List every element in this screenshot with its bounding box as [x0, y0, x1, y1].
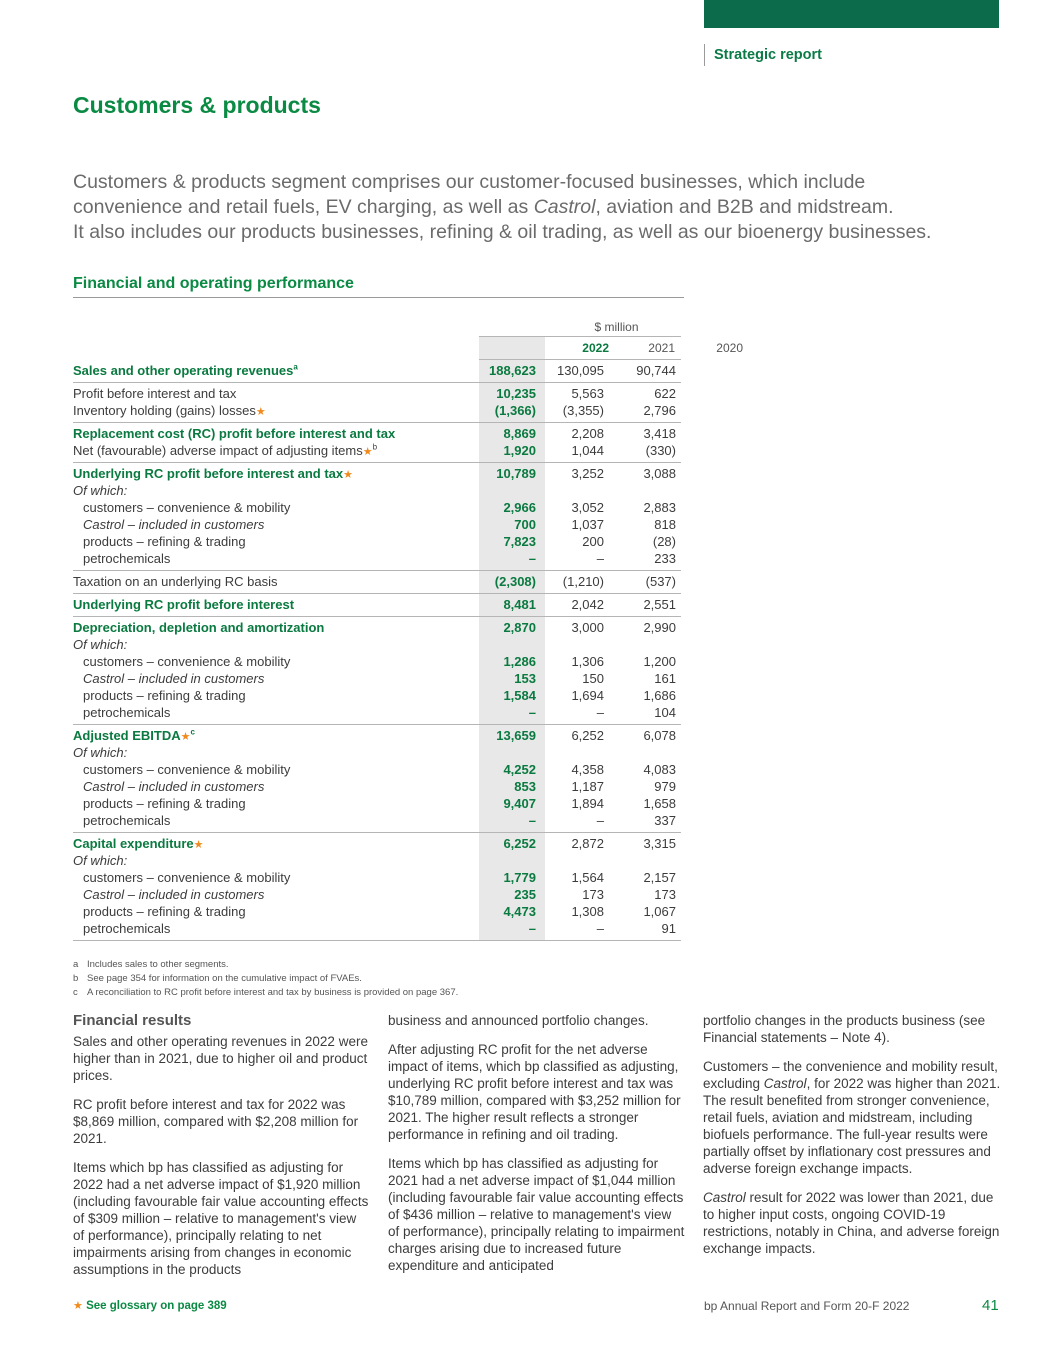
table-row [73, 886, 681, 903]
cell-2022: 10,235 [496, 386, 536, 401]
cell-2022: 1,286 [503, 654, 536, 669]
cell-2022: 700 [514, 517, 536, 532]
cell-2022: 235 [514, 887, 536, 902]
section-label: Strategic report [704, 44, 822, 66]
row-group [73, 383, 681, 423]
table-heading: Financial and operating performance [73, 275, 684, 298]
cell-2022: – [528, 813, 536, 828]
table-row [73, 425, 681, 442]
table-row [73, 812, 681, 829]
cell-2021: 2,872 [571, 836, 604, 851]
row-label: Of which: [73, 637, 128, 652]
cell-2020: 979 [654, 779, 676, 794]
table-row [73, 596, 681, 613]
table-row [73, 670, 681, 687]
table-row [73, 835, 681, 852]
footnote [73, 958, 458, 972]
text-column-3 [703, 1012, 1003, 1269]
row-label: Castrol – included in customers [83, 779, 265, 794]
intro-text: convenience and retail fuels, EV charging, as well as [73, 196, 534, 218]
table-row [73, 533, 681, 550]
row-group [73, 360, 681, 383]
row-label: Depreciation, depletion and amortization [73, 620, 325, 635]
table-row [73, 869, 681, 886]
cell-2021: 2,042 [571, 597, 604, 612]
footnote-text: A reconciliation to RC profit before interest and tax by business is provided on page 367. [87, 987, 459, 998]
cell-2021: 1,306 [571, 654, 604, 669]
cell-2021: – [596, 705, 604, 720]
row-label: petrochemicals [83, 813, 171, 828]
cell-2022: 9,407 [503, 796, 536, 811]
footnotes [73, 958, 458, 1000]
glossary-star-icon: ★ [73, 1300, 83, 1312]
row-label: customers – convenience & mobility [83, 762, 291, 777]
cell-2022: 153 [514, 671, 536, 686]
cell-2021: 173 [582, 887, 604, 902]
header-accent-bar [704, 0, 999, 28]
cell-2020: 4,083 [643, 762, 676, 777]
table-row [73, 761, 681, 778]
row-label: Castrol – included in customers [83, 671, 265, 686]
paragraph: Items which bp has classified as adjusting for 2022 had a net adverse impact of $1,920 million (including favourable fair value accounting effects of $309 million – relative to management's view of performance), principally relating to net impairments arising from changes in economic assumptions in the products [73, 1160, 369, 1277]
row-label: Net (favourable) adverse impact of adjusting items [73, 443, 363, 458]
cell-2020: 2,551 [643, 597, 676, 612]
cell-2022: 1,779 [503, 870, 536, 885]
table-row [73, 778, 681, 795]
cell-2021: 200 [582, 534, 604, 549]
paragraph [703, 1058, 1003, 1177]
table-row [73, 687, 681, 704]
table-row [73, 550, 681, 567]
cell-2022: 8,481 [503, 597, 536, 612]
intro-line-1: Customers & products segment comprises our customer-focused businesses, which include [73, 171, 866, 193]
row-label: Underlying RC profit before interest and tax [73, 466, 344, 481]
cell-2020: 3,315 [643, 836, 676, 851]
row-label: customers – convenience & mobility [83, 870, 291, 885]
brand-name: Castrol [703, 1190, 746, 1205]
row-label: products – refining & trading [83, 688, 246, 703]
cell-2021: 3,252 [571, 466, 604, 481]
row-label: petrochemicals [83, 551, 171, 566]
cell-2020: 1,200 [643, 654, 676, 669]
table-row [73, 653, 681, 670]
table-row [73, 795, 681, 812]
row-label: petrochemicals [83, 921, 171, 936]
row-group [73, 463, 681, 571]
glossary-star-icon: ★ [255, 406, 266, 418]
cell-2022: 8,869 [503, 426, 536, 441]
table-row [73, 385, 681, 402]
row-group [73, 594, 681, 617]
table-row [73, 704, 681, 721]
cell-2020: (28) [652, 534, 676, 549]
cell-2021: 1,308 [571, 904, 604, 919]
row-group [73, 833, 681, 941]
row-label: products – refining & trading [83, 904, 246, 919]
paragraph [703, 1189, 1003, 1257]
cell-2020: 233 [654, 551, 676, 566]
report-title: bp Annual Report and Form 20-F 2022 [704, 1299, 910, 1313]
cell-2020: (330) [645, 443, 676, 458]
glossary-link[interactable] [73, 1299, 227, 1312]
row-group [73, 725, 681, 833]
cell-2022: 13,659 [496, 728, 536, 743]
row-label: Inventory holding (gains) losses [73, 403, 256, 418]
cell-2022: 188,623 [489, 363, 536, 378]
paragraph-text: , for 2022 was higher than 2021. The result benefited from stronger convenience, retail fuels, aviation and midstream, including biofuels performance. The full-year results were partially offset by inflationary cost pressures and adverse foreign exchange impacts. [703, 1076, 1001, 1176]
cell-2020: 90,744 [636, 363, 676, 378]
footnote-ref: a [293, 362, 298, 372]
cell-2022: 10,789 [496, 466, 536, 481]
paragraph: business and announced portfolio changes. [388, 1013, 649, 1028]
row-label: products – refining & trading [83, 796, 246, 811]
cell-2022: 853 [514, 779, 536, 794]
table-row [73, 516, 681, 533]
intro-paragraph [73, 170, 1013, 245]
cell-2021: 4,358 [571, 762, 604, 777]
row-label: Adjusted EBITDA [73, 728, 181, 743]
cell-2022: 4,473 [503, 904, 536, 919]
glossary-star-icon: ★ [362, 446, 373, 458]
cell-2020: 173 [654, 887, 676, 902]
cell-2021: – [596, 921, 604, 936]
table-row [73, 482, 681, 499]
row-label: Replacement cost (RC) profit before interest and tax [73, 426, 396, 441]
text-column-1 [73, 1012, 371, 1290]
brand-name: Castrol [763, 1076, 807, 1091]
cell-2021: 1,694 [571, 688, 604, 703]
row-label: Of which: [73, 745, 128, 760]
financial-table [73, 315, 743, 941]
cell-2020: 3,418 [643, 426, 676, 441]
row-group [73, 423, 681, 463]
footnote-key: b [73, 973, 79, 984]
cell-2020: 337 [654, 813, 676, 828]
cell-2022: 1,920 [503, 443, 536, 458]
row-label: Of which: [73, 483, 128, 498]
cell-2022: 4,252 [503, 762, 536, 777]
year-header: 2020 [716, 341, 743, 355]
row-label: Underlying RC profit before interest [73, 597, 295, 612]
cell-2021: – [596, 813, 604, 828]
cell-2022: 7,823 [503, 534, 536, 549]
cell-2020: 1,658 [643, 796, 676, 811]
table-row [73, 852, 681, 869]
cell-2021: 2,208 [571, 426, 604, 441]
cell-2021: 3,052 [571, 500, 604, 515]
paragraph: Items which bp has classified as adjusting for 2021 had a net adverse impact of $1,044 million (including favourable fair value accounting effects of $436 million – relative to management's view of performance), principally relating to impairment charges arising due to increased future expenditure and anticipated [388, 1156, 685, 1273]
cell-2021: 1,894 [571, 796, 604, 811]
table-row [73, 499, 681, 516]
page-number: 41 [982, 1297, 999, 1314]
row-label: Castrol – included in customers [83, 887, 265, 902]
cell-2021: 130,095 [557, 363, 604, 378]
year-header: 2021 [648, 341, 675, 355]
cell-2021: – [596, 551, 604, 566]
cell-2022: – [528, 705, 536, 720]
row-label: Sales and other operating revenues [73, 363, 294, 378]
glossary-star-icon: ★ [193, 839, 204, 851]
unit-row [73, 315, 681, 336]
cell-2021: 1,187 [571, 779, 604, 794]
footnote-ref: b [372, 442, 378, 452]
cell-2021: 6,252 [571, 728, 604, 743]
intro-text: , aviation and B2B and midstream. [595, 196, 894, 218]
cell-2020: 2,157 [643, 870, 676, 885]
cell-2020: 622 [654, 386, 676, 401]
cell-2022: (1,366) [494, 403, 536, 418]
cell-2020: 91 [661, 921, 676, 936]
glossary-star-icon: ★ [180, 731, 191, 743]
cell-2020: 1,686 [643, 688, 676, 703]
table-row [73, 727, 681, 744]
unit-label: $ million [594, 320, 639, 334]
cell-2021: 5,563 [571, 386, 604, 401]
text-column-2 [388, 1012, 686, 1286]
footnote-ref: c [190, 727, 195, 737]
table-row [73, 442, 681, 459]
footnote-key: a [73, 959, 79, 970]
cell-2020: 6,078 [643, 728, 676, 743]
page-title: Customers & products [73, 92, 321, 118]
cell-2021: 3,000 [571, 620, 604, 635]
cell-2021: 1,564 [571, 870, 604, 885]
cell-2021: 1,037 [571, 517, 604, 532]
paragraph-text: result for 2022 was lower than 2021, due to higher input costs, ongoing COVID-19 restrictions, notably in China, and adverse foreign exchange impacts. [703, 1190, 1000, 1256]
cell-2022: (2,308) [494, 574, 536, 589]
glossary-text: See glossary on page 389 [86, 1300, 227, 1312]
cell-2022: 1,584 [503, 688, 536, 703]
cell-2020: 818 [654, 517, 676, 532]
row-group [73, 571, 681, 594]
cell-2020: 1,067 [643, 904, 676, 919]
paragraph: RC profit before interest and tax for 2022 was $8,869 million, compared with $2,208 million for 2021. [73, 1097, 359, 1146]
cell-2020: 2,796 [643, 403, 676, 418]
table-row [73, 903, 681, 920]
financial-results-heading: Financial results [73, 1012, 192, 1029]
footnote [73, 972, 458, 986]
year-header: 2022 [582, 341, 609, 355]
paragraph: Sales and other operating revenues in 2022 were higher than in 2021, due to higher oil and product prices. [73, 1034, 368, 1083]
row-label: Of which: [73, 853, 128, 868]
table-row [73, 362, 681, 379]
cell-2022: – [528, 551, 536, 566]
cell-2021: 150 [582, 671, 604, 686]
footnote-text: See page 354 for information on the cumulative impact of FVAEs. [87, 973, 362, 984]
intro-line-2 [73, 195, 1013, 220]
cell-2021: 1,044 [571, 443, 604, 458]
table-row [73, 744, 681, 761]
cell-2020: 2,990 [643, 620, 676, 635]
intro-line-3: It also includes our products businesses, refining & oil trading, as well as our bioenergy businesses. [73, 221, 932, 243]
table-row [73, 402, 681, 419]
cell-2022: 2,870 [503, 620, 536, 635]
cell-2020: 3,088 [643, 466, 676, 481]
footnote-text: Includes sales to other segments. [87, 959, 229, 970]
paragraph: portfolio changes in the products business (see Financial statements – Note 4). [703, 1013, 986, 1045]
cell-2022: 2,966 [503, 500, 536, 515]
year-header-row [479, 336, 743, 360]
paragraph: After adjusting RC profit for the net adverse impact of items, which bp classified as adjusting, underlying RC profit before interest and tax was $10,789 million, compared with $3,252 million for 2021. The higher result reflects a stronger performance in refining and oil trading. [388, 1042, 681, 1142]
cell-2021: (1,210) [562, 574, 604, 589]
row-label: petrochemicals [83, 705, 171, 720]
row-label: Capital expenditure [73, 836, 194, 851]
row-label: products – refining & trading [83, 534, 246, 549]
row-group [73, 617, 681, 725]
footnote [73, 986, 458, 1000]
row-label: customers – convenience & mobility [83, 654, 291, 669]
glossary-star-icon: ★ [343, 469, 354, 481]
table-row [73, 920, 681, 937]
table-row [73, 573, 681, 590]
table-row [73, 636, 681, 653]
cell-2022: – [528, 921, 536, 936]
cell-2020: 161 [654, 671, 676, 686]
row-label: Castrol – included in customers [83, 517, 265, 532]
cell-2021: (3,355) [562, 403, 604, 418]
row-label: Profit before interest and tax [73, 386, 237, 401]
row-label: customers – convenience & mobility [83, 500, 291, 515]
row-label: Taxation on an underlying RC basis [73, 574, 278, 589]
paragraph-text: Customers – the convenience and mobility result, excluding [703, 1059, 998, 1091]
cell-2020: (537) [645, 574, 676, 589]
cell-2020: 2,883 [643, 500, 676, 515]
intro-brand: Castrol [533, 196, 596, 218]
footnote-key: c [73, 987, 78, 998]
table-row [73, 619, 681, 636]
table-row [73, 465, 681, 482]
cell-2022: 6,252 [503, 836, 536, 851]
cell-2020: 104 [654, 705, 676, 720]
